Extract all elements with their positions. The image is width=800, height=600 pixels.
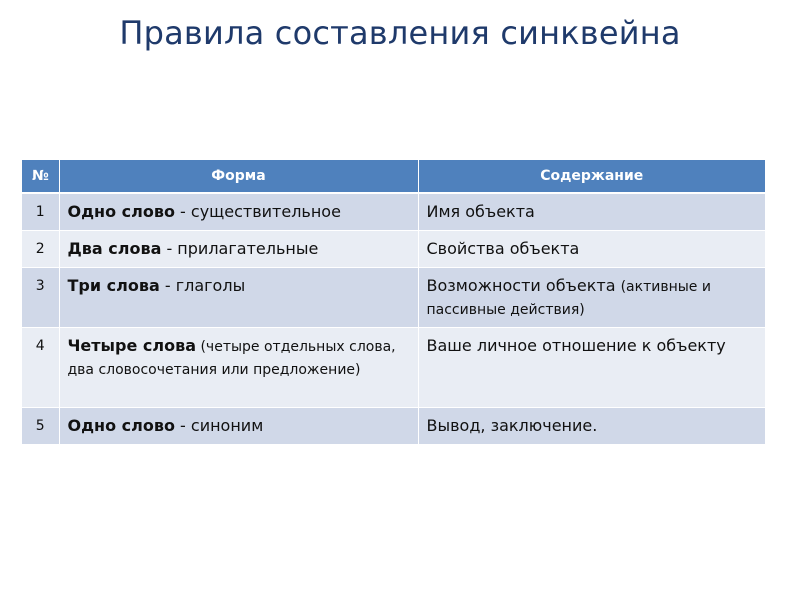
row-content [418,408,765,445]
form-word-count: Два слова [67,239,162,258]
form-description: (четыре отдельных слова, два словосочетания или предложение) [67,339,396,378]
row-form [59,328,418,408]
content-main: Ваше личное отношение к объекту [426,336,726,355]
slide-title: Правила составления синквейна [119,14,681,52]
row-content [418,328,765,408]
header-form: Форма [59,160,418,193]
form-word-count: Одно слово [67,202,175,221]
rules-table [22,160,765,445]
header-content: Содержание [418,160,765,193]
row-content [418,268,765,328]
content-main: Возможности объекта [426,276,621,295]
content-main: Имя объекта [426,202,535,221]
row-content [418,193,765,231]
row-form [59,231,418,268]
content-main: Вывод, заключение. [426,416,598,435]
header-number: № [22,160,59,193]
form-description: - глаголы [159,276,246,295]
table-row [22,328,765,408]
form-word-count: Одно слово [67,416,175,435]
row-form [59,193,418,231]
form-description: - прилагательные [161,239,319,258]
row-form [59,408,418,445]
table-row [22,231,765,268]
row-content [418,231,765,268]
table-row [22,268,765,328]
form-description: - существительное [174,202,341,221]
content-note: (активные и пассивные действия) [426,279,711,318]
form-description: - синоним [174,416,264,435]
row-number: 4 [22,328,59,408]
table-row [22,193,765,231]
row-number: 1 [22,193,59,231]
row-form [59,268,418,328]
form-word-count: Три слова [67,276,160,295]
row-number: 5 [22,408,59,445]
table-row [22,408,765,445]
content-main: Свойства объекта [426,239,580,258]
row-number: 3 [22,268,59,328]
row-number: 2 [22,231,59,268]
form-word-count: Четыре слова [67,336,197,355]
table-header-row [22,160,765,193]
